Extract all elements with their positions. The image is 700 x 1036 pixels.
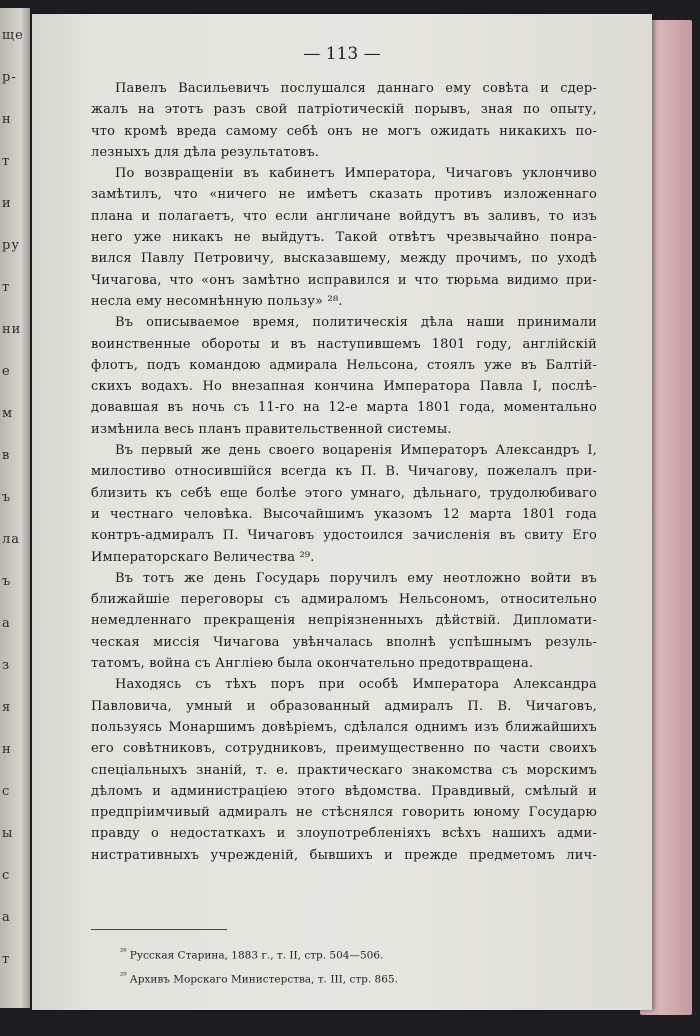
text-line: ческая миссія Чичагова увѣнчалась вполнѣ успѣшнымъ резуль- [91,634,597,650]
text-line: что кромѣ вреда самому себѣ онъ не могъ ожидать никакихъ по- [91,123,597,139]
book-page [32,14,652,1010]
text-line: измѣнила весь планъ правительственной системы. [91,421,452,437]
left-page-fragment: ы [2,826,14,841]
left-page-fragment: т [2,154,11,169]
footnote-separator [91,929,227,930]
text-line: несла ему несомнѣнную пользу» ²⁸. [91,293,343,309]
text-line: его совѣтниковъ, сотрудниковъ, преимущественно по части своихъ [91,741,597,757]
text-line: довавшая въ ночь съ 11-го на 12-е марта 1801 года, моментально [91,400,597,416]
text-line: жалъ на этотъ разъ свой патріотическій порывъ, зная по опыту, [91,102,597,118]
text-line: плана и полагаетъ, что если англичане войдутъ въ заливъ, то изъ [91,208,597,224]
text-line: Въ тотъ же день Государь поручилъ ему неотложно войти въ [115,570,597,586]
left-page-fragment: ни [2,322,22,337]
text-line: контръ-адмиралъ П. Чичаговъ удостоился зачисленія въ свиту Его [91,528,597,544]
page-number: — 113 — [303,44,381,64]
left-page-fragment: е [2,364,11,379]
text-line: татомъ, война съ Англіею была окончательно предотвращена. [91,656,534,672]
left-page-fragment: ру [2,238,20,253]
text-line: Находясь съ тѣхъ поръ при особѣ Императора Александра [115,677,597,693]
footnote [120,942,570,966]
left-page-fragment: з [2,658,11,673]
footnote [120,966,570,990]
left-page-fragment: ъ [2,490,12,505]
left-page-fragment: р- [2,70,17,85]
text-line: Павелъ Васильевичъ послушался даннаго ему совѣта и сдер- [115,81,597,96]
text-line: замѣтилъ, что «ничего не имѣетъ сказать противъ изложеннаго [91,187,597,203]
text-line: Павловича, умный и образованный адмиралъ П. В. Чичаговъ, [91,698,597,714]
text-line: флотъ, подъ командою адмирала Нельсона, стоялъ уже въ Балтій- [91,357,597,373]
left-page-fragment: а [2,910,11,925]
footnotes [120,942,570,989]
left-page-fragment: я [2,700,12,715]
text-line: Въ описываемое время, политическія дѣла наши принимали [115,315,597,331]
text-line: Чичагова, что «онъ замѣтно исправился и что тюрьма видимо при- [91,272,597,288]
text-line: немедленнаго прекращенія непріязненныхъ дѣйствій. Дипломати- [91,613,597,629]
left-page-fragment: н [2,742,12,757]
text-line: По возвращеніи въ кабинетъ Императора, Чичаговъ уклончиво [115,166,597,182]
footnote-text: Русская Старина, 1883 г., т. II, стр. 504—506. [129,949,384,962]
left-page-fragment: т [2,952,11,967]
text-line: Въ первый же день своего воцаренія Императоръ Александръ I, [115,443,597,459]
text-line: спеціальныхъ знаній, т. е. практическаго знакомства съ морскимъ [91,762,597,778]
text-line: правду о недостаткахъ и злоупотребленіяхъ всѣхъ нашихъ адми- [91,826,597,842]
left-page-fragment: и [2,196,12,211]
text-line: вился Павлу Петровичу, высказавшему, между прочимъ, по уходѣ [91,251,597,267]
text-line: предпріимчивый адмиралъ не стѣснялся говорить юному Государю [91,805,597,821]
text-line: пользуясь Монаршимъ довѣріемъ, сдѣлался однимъ изъ ближайшихъ [91,719,597,735]
left-page-fragment: ла [2,532,21,547]
body-text [91,78,597,866]
left-page-fragment: м [2,406,14,421]
text-line: и честнаго человѣка. Высочайшимъ указомъ 12 марта 1801 года [91,506,597,522]
text-line: него уже никакъ не выйдутъ. Такой отвѣтъ чрезвычайно понра- [91,230,597,246]
text-line: скихъ водахъ. Но внезапная кончина Императора Павла I, послѣ- [91,379,597,395]
left-page-fragment: с [2,784,11,799]
left-page-fragment: н [2,112,12,127]
text-line: воинственные обороты и въ наступившемъ 1801 году, англійскій [91,336,597,352]
text-line: Императорскаго Величества ²⁹. [91,549,315,565]
text-line: дѣломъ и администраціею этого вѣдомства. Правдивый, смѣлый и [91,783,597,799]
text-line: нистративныхъ учрежденій, бывшихъ и прежде предметомъ лич- [91,847,597,863]
left-page-fragment: т [2,280,11,295]
left-page-fragment: а [2,616,11,631]
adjacent-page-edge [0,8,30,1008]
left-page-fragment: ъ [2,574,12,589]
text-line: близить къ себѣ еще болѣе этого умнаго, дѣльнаго, трудолюбиваго [91,485,597,501]
footnote-mark: ²⁹ [120,970,127,980]
text-line: лезныхъ для дѣла результатовъ. [91,144,320,160]
left-page-fragment: в [2,448,11,463]
footnote-text: Архивъ Морскаго Министерства, т. III, стр. 865. [129,973,398,985]
footnote-mark: ²⁸ [120,947,127,956]
text-line: милостиво относившійся всегда къ П. В. Чичагову, пожелалъ при- [91,464,597,480]
left-page-fragment: ще [2,28,24,43]
text-line: ближайшіе переговоры съ адмираломъ Нельсономъ, относительно [91,592,597,608]
left-page-fragment: с [2,868,11,883]
